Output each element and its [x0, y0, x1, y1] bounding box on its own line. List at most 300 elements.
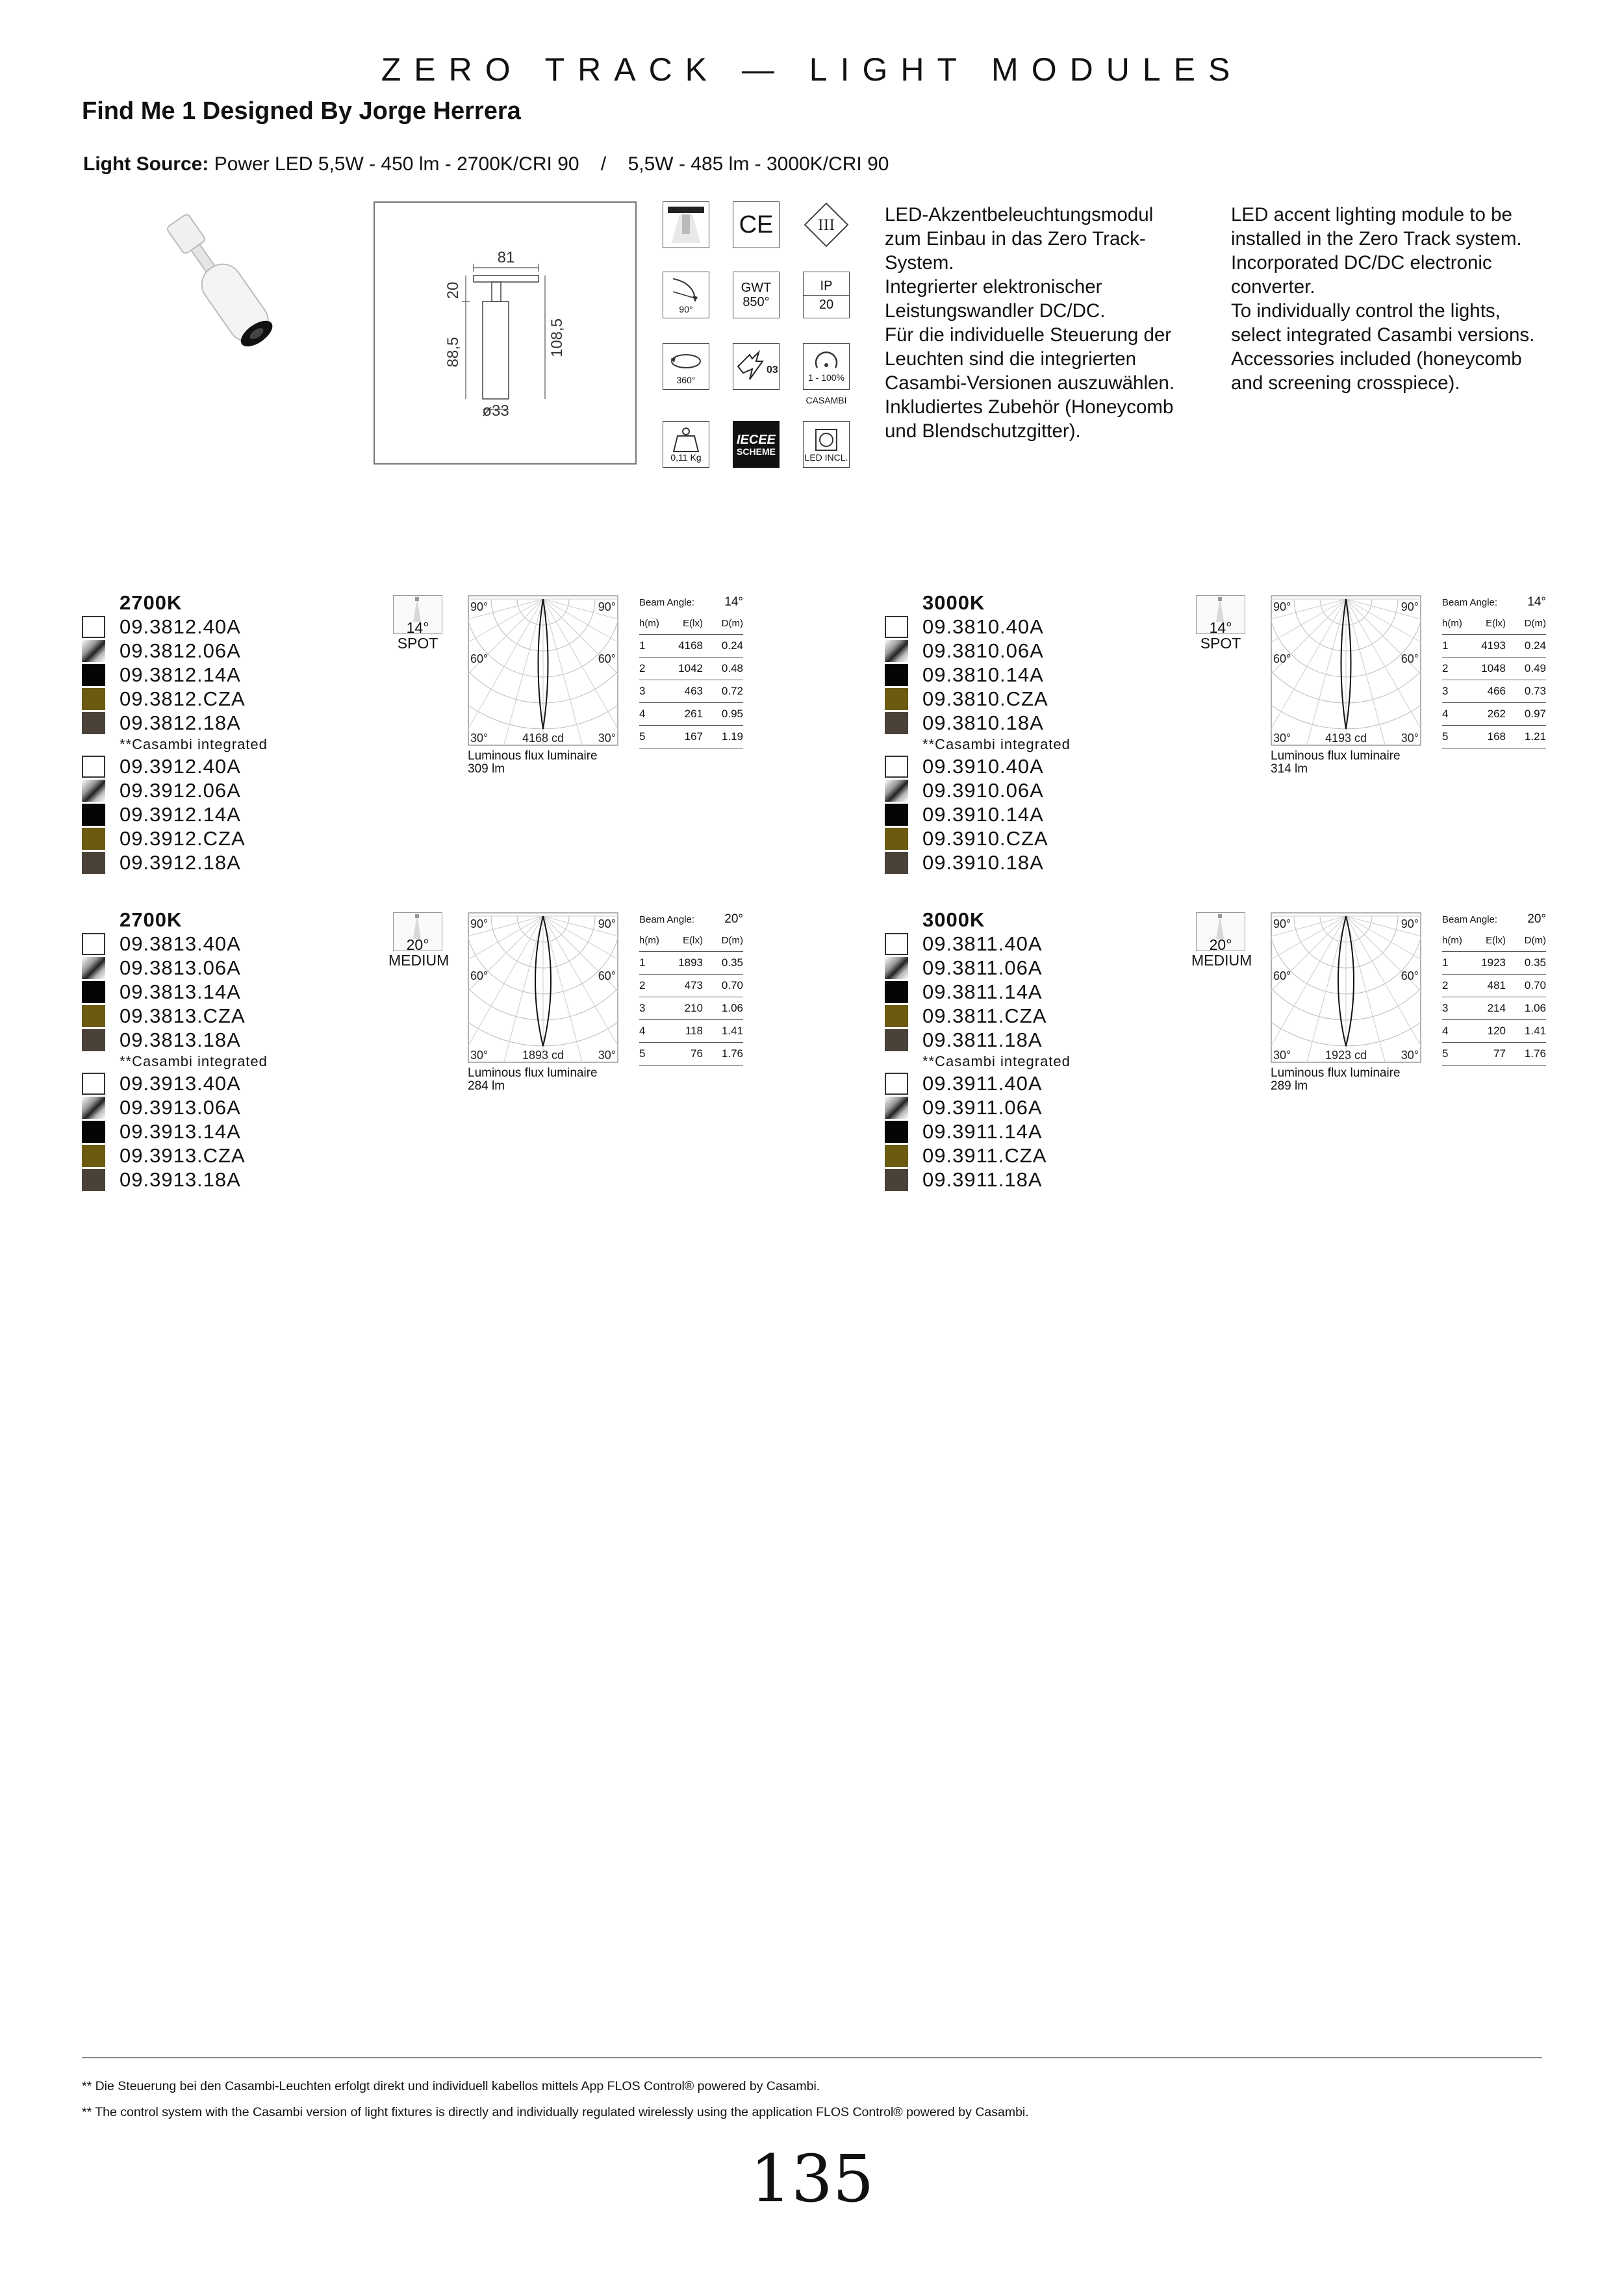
- finish-swatch: [885, 756, 908, 778]
- rotate-360-icon: [663, 343, 709, 390]
- variant-kelvin: 3000K: [922, 591, 985, 614]
- product-code: 09.3910.06A: [922, 778, 1044, 802]
- table-cell: 0.95: [721, 708, 743, 720]
- table-cell: 1.76: [1524, 1047, 1546, 1060]
- variant-codes: [885, 908, 1184, 1192]
- product-code: 09.3913.40A: [120, 1071, 241, 1095]
- page-title: ZERO TRACK — LIGHT MODULES: [381, 51, 1243, 88]
- beam-name: SPOT: [397, 635, 438, 652]
- table-header-row: [1442, 612, 1546, 635]
- finish-swatch: [82, 933, 105, 955]
- finish-swatch: [885, 712, 908, 734]
- table-header-cell: D(m): [1524, 617, 1546, 629]
- energy-label: 03: [767, 364, 778, 376]
- product-code-row: [885, 1143, 1184, 1168]
- table-cell: 77: [1493, 1047, 1506, 1060]
- luminous-flux: [468, 1067, 598, 1093]
- table-header-cell: E(lx): [1486, 934, 1506, 946]
- product-code: 09.3911.06A: [922, 1095, 1043, 1119]
- product-code-row: [82, 1168, 381, 1192]
- table-cell: 5: [1442, 730, 1449, 743]
- track-mount-icon: [663, 201, 709, 248]
- finish-swatch: [82, 828, 105, 850]
- dim-top: 20: [444, 281, 462, 300]
- led-incl-icon: [803, 421, 850, 468]
- peak-intensity: 1893 cd: [522, 1049, 565, 1062]
- table-cell: 3: [1442, 1002, 1449, 1014]
- product-code: 09.3910.CZA: [922, 826, 1048, 850]
- product-code-row: [82, 980, 381, 1004]
- table-cell: 168: [1487, 730, 1506, 743]
- variant-codes: [82, 908, 381, 1192]
- product-code-row: [885, 615, 1184, 639]
- product-code-row: [885, 1004, 1184, 1028]
- table-cell: 0.48: [721, 662, 743, 674]
- table-header-cell: h(m): [639, 934, 659, 946]
- class-iii: III: [817, 218, 835, 234]
- table-cell: 0.72: [721, 685, 743, 697]
- product-code: 09.3912.06A: [120, 778, 241, 802]
- description-german: LED-Akzentbeleuchtungsmodul zum Einbau in das Zero Track- System. Integrierter elektronischer Leistungswandler DC/DC. Für die individuelle Steuerung der Leuchten sind die integrierten Casambi-Versionen auszuwählen. Inkludiertes Zubehör (Honeycomb und Blendschutzgitter).: [885, 204, 1175, 442]
- finish-swatch: [82, 1005, 105, 1027]
- dim-width: 81: [497, 249, 515, 266]
- product-code: 09.3811.06A: [922, 956, 1043, 979]
- product-code-row: [82, 687, 381, 711]
- rotate-label: 360°: [676, 374, 696, 385]
- table-row: [1442, 703, 1546, 726]
- luminous-flux: [1271, 1067, 1401, 1093]
- product-code: 09.3812.06A: [120, 639, 241, 662]
- table-header-row: [639, 929, 743, 952]
- finish-swatch: [82, 664, 105, 686]
- beam-type: [1191, 595, 1250, 651]
- finish-swatch: [82, 712, 105, 734]
- finish-swatch: [885, 804, 908, 826]
- finish-swatch: [885, 1005, 908, 1027]
- polar-label-30-left: 30°: [1273, 1049, 1291, 1062]
- table-cell: 1.21: [1524, 730, 1546, 743]
- table-row: [639, 680, 743, 703]
- table-row: [639, 703, 743, 726]
- polar-label-90-right: 90°: [1401, 917, 1419, 930]
- gwt-icon: [733, 272, 780, 318]
- flux-value: 284 lm: [468, 1079, 505, 1093]
- product-code: 09.3811.40A: [922, 932, 1043, 955]
- casambi-note: **Casambi integrated: [922, 736, 1071, 752]
- polar-label-60-right: 60°: [1401, 652, 1419, 665]
- table-header-cell: D(m): [721, 617, 743, 629]
- ip-line2: 20: [818, 297, 834, 312]
- finish-swatch: [82, 640, 105, 662]
- product-code-row: [885, 850, 1184, 875]
- variant-codes: [82, 591, 381, 875]
- polar-label-30-right: 30°: [598, 1049, 616, 1062]
- beam-angle-label: Beam Angle:: [639, 596, 695, 608]
- polar-label-90-right: 90°: [598, 600, 616, 613]
- finish-swatch: [885, 828, 908, 850]
- product-code-row: [82, 663, 381, 687]
- beam-angle-row: [639, 593, 743, 612]
- polar-label-90-left: 90°: [470, 917, 488, 930]
- casambi-caption: CASAMBI: [806, 395, 847, 405]
- product-code: 09.3810.14A: [922, 663, 1044, 686]
- product-code-row: [82, 826, 381, 850]
- table-cell: 5: [639, 1047, 646, 1060]
- table-cell: 1048: [1481, 662, 1506, 674]
- table-row: [1442, 975, 1546, 997]
- product-code-row: [885, 778, 1184, 802]
- class-iii-icon: [803, 201, 850, 248]
- table-cell: 5: [639, 730, 646, 743]
- table-row: [639, 1043, 743, 1066]
- beam-degrees: 14°: [1209, 619, 1232, 636]
- table-cell: 1.41: [721, 1025, 743, 1037]
- table-cell: 1893: [678, 956, 703, 969]
- beam-angle-row: [1442, 910, 1546, 929]
- product-code: 09.3912.CZA: [120, 826, 246, 850]
- table-row: [1442, 726, 1546, 748]
- beam-name: SPOT: [1200, 635, 1241, 652]
- variant-kelvin: 3000K: [922, 908, 985, 931]
- product-code-row: [885, 754, 1184, 778]
- table-cell: 4: [639, 708, 646, 720]
- table-cell: 1042: [678, 662, 703, 674]
- variant-kelvin: 2700K: [120, 591, 183, 614]
- table-cell: 1: [1442, 639, 1449, 652]
- table-cell: 481: [1487, 979, 1506, 991]
- product-code: 09.3910.14A: [922, 802, 1044, 826]
- table-cell: 463: [684, 685, 703, 697]
- light-source-value: Power LED 5,5W - 450 lm - 2700K/CRI 90 / 5,5W - 485 lm - 3000K/CRI 90: [214, 153, 889, 175]
- gwt-line2: 850°: [742, 295, 770, 309]
- description-english: LED accent lighting module to be installed in the Zero Track system. Incorporated DC/DC electronic converter. To individually control the lights, select integrated Casambi versions. Accessories included (honeycomb and screening crosspiece).: [1231, 204, 1535, 394]
- table-cell: 1.76: [721, 1047, 743, 1060]
- flux-label: Luminous flux luminaire: [468, 1066, 598, 1080]
- ce-mark: CE: [739, 211, 774, 238]
- peak-intensity: 1923 cd: [1325, 1049, 1367, 1062]
- table-row: [639, 952, 743, 975]
- table-row: [1442, 1043, 1546, 1066]
- product-code: 09.3811.18A: [922, 1028, 1043, 1051]
- finish-swatch: [82, 1097, 105, 1119]
- table-cell: 210: [684, 1002, 703, 1014]
- finish-swatch: [82, 616, 105, 638]
- tilt-90-icon: [663, 272, 709, 318]
- product-code: 09.3910.40A: [922, 754, 1044, 778]
- weight-label: 0,11 Kg: [670, 452, 702, 463]
- table-cell: 1: [1442, 956, 1449, 969]
- table-cell: 4168: [678, 639, 703, 652]
- product-code: 09.3913.14A: [120, 1119, 241, 1143]
- table-cell: 4: [1442, 708, 1449, 720]
- photometric-table: [1442, 593, 1546, 748]
- product-code: 09.3810.CZA: [922, 687, 1048, 710]
- product-code-row: [82, 802, 381, 826]
- table-row: [639, 658, 743, 680]
- beam-angle-row: [639, 910, 743, 929]
- product-code: 09.3913.18A: [120, 1168, 241, 1191]
- weight-icon: [663, 421, 709, 468]
- product-code-row: [82, 956, 381, 980]
- polar-label-60-left: 60°: [470, 969, 488, 982]
- finish-swatch: [885, 981, 908, 1003]
- finish-swatch: [885, 933, 908, 955]
- table-header-cell: E(lx): [683, 934, 703, 946]
- product-code-row: [82, 1071, 381, 1095]
- table-row: [1442, 658, 1546, 680]
- product-code: 09.3912.40A: [120, 754, 241, 778]
- flux-value: 309 lm: [468, 762, 505, 776]
- beam-angle-value: 14°: [1527, 595, 1546, 609]
- dimming-label: 1 - 100%: [807, 372, 845, 383]
- finish-swatch: [82, 1145, 105, 1167]
- dim-diameter: ø33: [482, 402, 509, 420]
- product-code-row: [82, 1095, 381, 1119]
- finish-swatch: [82, 981, 105, 1003]
- flux-value: 314 lm: [1271, 762, 1308, 776]
- finish-swatch: [82, 804, 105, 826]
- beam-type: [388, 912, 450, 969]
- polar-label-30-left: 30°: [470, 732, 488, 745]
- dimension-diagram: [375, 203, 635, 463]
- polar-label-60-left: 60°: [1273, 652, 1291, 665]
- finish-swatch: [82, 852, 105, 874]
- product-code-row: [885, 663, 1184, 687]
- table-cell: 1: [639, 639, 646, 652]
- finish-swatch: [82, 780, 105, 802]
- beam-angle-value: 14°: [724, 595, 743, 609]
- product-code-row: [885, 980, 1184, 1004]
- product-code: 09.3913.CZA: [120, 1143, 246, 1167]
- energy-class-icon: [733, 343, 780, 390]
- polar-label-30-left: 30°: [1273, 732, 1291, 745]
- finish-swatch: [82, 1029, 105, 1051]
- tilt-label: 90°: [679, 303, 693, 314]
- finish-swatch: [885, 664, 908, 686]
- product-code: 09.3811.14A: [922, 980, 1043, 1003]
- product-code-row: [885, 826, 1184, 850]
- polar-label-60-right: 60°: [598, 969, 616, 982]
- product-code-row: [82, 754, 381, 778]
- table-cell: 262: [1487, 708, 1506, 720]
- photometric-table: [639, 593, 743, 748]
- table-cell: 0.24: [721, 639, 743, 652]
- product-code: 09.3813.18A: [120, 1028, 241, 1051]
- polar-diagram: [1271, 595, 1421, 746]
- table-row: [639, 1020, 743, 1043]
- table-cell: 4: [1442, 1025, 1449, 1037]
- product-code-row: [885, 1168, 1184, 1192]
- variant-codes: [885, 591, 1184, 875]
- footnote-german: ** Die Steuerung bei den Casambi-Leuchten erfolgt direkt und individuell kabellos mittels App FLOS Control® powered by Casambi.: [82, 2079, 820, 2093]
- finish-swatch: [82, 1169, 105, 1191]
- beam-angle-label: Beam Angle:: [639, 913, 695, 925]
- product-code: 09.3812.CZA: [120, 687, 246, 710]
- beam-degrees: 20°: [1209, 936, 1232, 953]
- finish-swatch: [885, 1145, 908, 1167]
- table-header-cell: h(m): [1442, 934, 1462, 946]
- light-source: [83, 153, 889, 175]
- table-cell: 2: [639, 662, 646, 674]
- finish-swatch: [885, 957, 908, 979]
- polar-diagram: [468, 912, 618, 1063]
- product-code: 09.3911.CZA: [922, 1143, 1047, 1167]
- product-code-row: [82, 615, 381, 639]
- finish-swatch: [885, 1169, 908, 1191]
- product-code-row: [82, 1119, 381, 1143]
- product-code-row: [885, 802, 1184, 826]
- table-row: [639, 635, 743, 658]
- polar-label-90-left: 90°: [470, 600, 488, 613]
- iecee-icon: [733, 421, 780, 468]
- table-cell: 466: [1487, 685, 1506, 697]
- beam-angle-value: 20°: [1527, 912, 1546, 926]
- finish-swatch: [885, 688, 908, 710]
- product-code-row: [82, 1004, 381, 1028]
- product-code-row: [82, 639, 381, 663]
- beam-name: MEDIUM: [1191, 952, 1252, 969]
- table-cell: 5: [1442, 1047, 1449, 1060]
- table-header-cell: E(lx): [683, 617, 703, 629]
- casambi-note: **Casambi integrated: [120, 1053, 268, 1069]
- table-header-cell: D(m): [1524, 934, 1546, 946]
- product-code: 09.3913.06A: [120, 1095, 241, 1119]
- finish-swatch: [82, 756, 105, 778]
- beam-angle-row: [1442, 593, 1546, 612]
- table-header-cell: D(m): [721, 934, 743, 946]
- dimming-box: [803, 343, 850, 390]
- product-code: 09.3812.18A: [120, 711, 241, 734]
- product-code: 09.3912.18A: [120, 850, 241, 874]
- table-cell: 214: [1487, 1002, 1506, 1014]
- luminous-flux: [1271, 750, 1401, 776]
- table-header-row: [1442, 929, 1546, 952]
- table-header-cell: h(m): [1442, 617, 1462, 629]
- product-code: 09.3812.40A: [120, 615, 241, 638]
- table-row: [1442, 997, 1546, 1020]
- product-code-row: [885, 687, 1184, 711]
- product-photo: [162, 208, 286, 357]
- peak-intensity: 4193 cd: [1325, 732, 1367, 745]
- table-cell: 0.70: [1524, 979, 1546, 991]
- product-code: 09.3813.06A: [120, 956, 241, 979]
- beam-type: [388, 595, 447, 651]
- table-cell: 2: [1442, 662, 1449, 674]
- product-code-row: [885, 1095, 1184, 1119]
- beam-degrees: 14°: [406, 619, 429, 636]
- product-code: 09.3912.14A: [120, 802, 241, 826]
- product-code: 09.3812.14A: [120, 663, 241, 686]
- product-code-row: [82, 932, 381, 956]
- table-header-cell: E(lx): [1486, 617, 1506, 629]
- product-code-row: [885, 639, 1184, 663]
- table-cell: 0.24: [1524, 639, 1546, 652]
- ce-mark-icon: [733, 201, 780, 248]
- polar-label-90-left: 90°: [1273, 917, 1291, 930]
- photometric-table: [639, 910, 743, 1066]
- product-code-row: [82, 711, 381, 735]
- gwt-line1: GWT: [741, 281, 772, 295]
- product-code: 09.3813.40A: [120, 932, 241, 955]
- dim-body-height: 88,5: [444, 337, 462, 368]
- finish-swatch: [82, 1121, 105, 1143]
- table-cell: 3: [639, 1002, 646, 1014]
- table-cell: 2: [639, 979, 646, 991]
- table-cell: 167: [684, 730, 703, 743]
- polar-diagram: [468, 595, 618, 746]
- dimension-drawing: [374, 201, 637, 465]
- table-cell: 3: [1442, 685, 1449, 697]
- table-cell: 1.06: [1524, 1002, 1546, 1014]
- table-cell: 1.41: [1524, 1025, 1546, 1037]
- table-row: [639, 975, 743, 997]
- table-cell: 1: [639, 956, 646, 969]
- product-code: 09.3813.CZA: [120, 1004, 246, 1027]
- beam-type: [1191, 912, 1250, 968]
- page-number: 135: [750, 2141, 874, 2217]
- product-code-row: [885, 932, 1184, 956]
- table-row: [639, 997, 743, 1020]
- product-code: 09.3911.40A: [922, 1071, 1043, 1095]
- polar-label-60-left: 60°: [1273, 969, 1291, 982]
- flux-label: Luminous flux luminaire: [468, 749, 598, 763]
- table-cell: 1923: [1481, 956, 1506, 969]
- iecee-line1: IECEE: [736, 432, 776, 447]
- dim-total-height: 108,5: [548, 318, 566, 358]
- table-cell: 0.49: [1524, 662, 1546, 674]
- table-cell: 2: [1442, 979, 1449, 991]
- table-cell: 261: [684, 708, 703, 720]
- finish-swatch: [82, 957, 105, 979]
- table-cell: 4193: [1481, 639, 1506, 652]
- beam-angle-value: 20°: [724, 912, 743, 926]
- product-code-row: [82, 778, 381, 802]
- table-row: [1442, 680, 1546, 703]
- footnote-english: ** The control system with the Casambi version of light fixtures is directly and individually regulated wirelessly using the application FLOS Control® powered by Casambi.: [82, 2105, 1029, 2119]
- polar-label-30-left: 30°: [470, 1049, 488, 1062]
- polar-label-60-right: 60°: [1401, 969, 1419, 982]
- polar-diagram: [1271, 912, 1421, 1063]
- product-subtitle: Find Me 1 Designed By Jorge Herrera: [82, 97, 521, 125]
- casambi-note: **Casambi integrated: [922, 1053, 1071, 1069]
- finish-swatch: [82, 688, 105, 710]
- product-code-row: [82, 1028, 381, 1052]
- table-cell: 1.19: [721, 730, 743, 743]
- product-code-row: [885, 711, 1184, 735]
- peak-intensity: 4168 cd: [522, 732, 565, 745]
- table-cell: 0.70: [721, 979, 743, 991]
- product-code-row: [82, 1143, 381, 1168]
- table-header-row: [639, 612, 743, 635]
- polar-label-30-right: 30°: [1401, 1049, 1419, 1062]
- polar-label-90-right: 90°: [1401, 600, 1419, 613]
- beam-angle-label: Beam Angle:: [1442, 913, 1498, 925]
- product-code-row: [82, 850, 381, 875]
- product-code: 09.3810.40A: [922, 615, 1044, 638]
- table-row: [1442, 952, 1546, 975]
- polar-label-60-right: 60°: [598, 652, 616, 665]
- finish-swatch: [885, 1097, 908, 1119]
- beam-degrees: 20°: [406, 936, 429, 953]
- finish-swatch: [885, 780, 908, 802]
- product-code: 09.3810.18A: [922, 711, 1044, 734]
- table-cell: 0.35: [721, 956, 743, 969]
- product-code: 09.3910.18A: [922, 850, 1044, 874]
- finish-swatch: [885, 616, 908, 638]
- product-code: 09.3811.CZA: [922, 1004, 1047, 1027]
- photometric-table: [1442, 910, 1546, 1066]
- product-code: 09.3810.06A: [922, 639, 1044, 662]
